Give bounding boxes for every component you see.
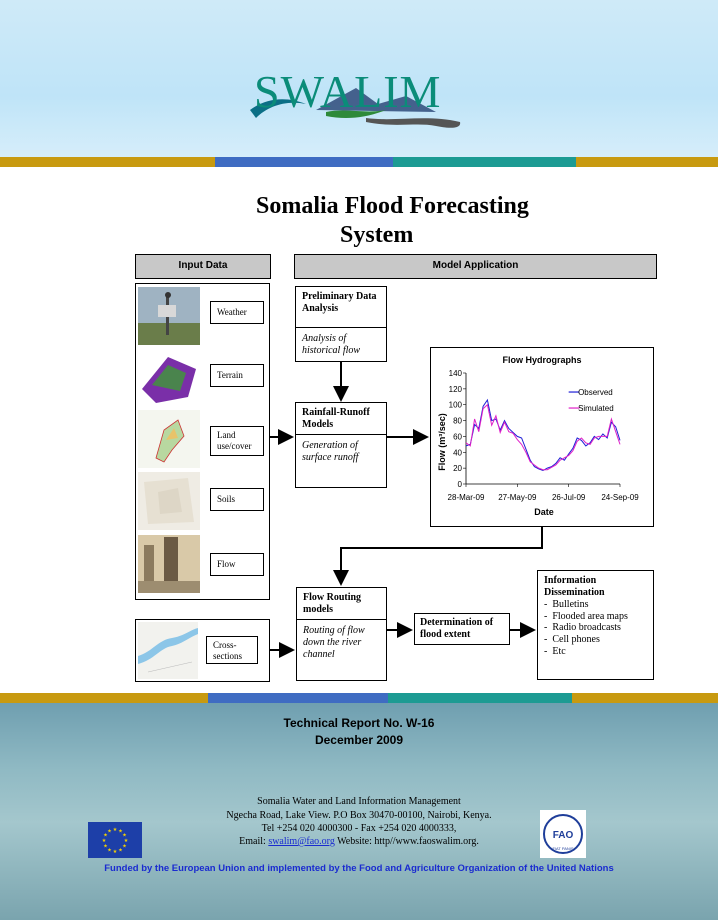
chart-x-tick-label: 27-May-09 xyxy=(498,493,537,502)
address-contact: Email: swalim@fao.org Website: http//www.faoswalim.org. xyxy=(239,836,479,847)
chart-x-label: Date xyxy=(534,507,554,517)
dissemination-item: - Cell phones xyxy=(544,634,600,646)
chart-y-tick-label: 60 xyxy=(453,432,462,442)
eu-star: ★ xyxy=(118,848,123,854)
chart-y-label: Flow (m³/sec) xyxy=(437,413,447,471)
chart-series-simulated xyxy=(466,405,620,470)
fao-logo-icon xyxy=(540,810,586,858)
logo-text: SWALIM xyxy=(254,66,442,117)
chart-y-tick-label: 80 xyxy=(453,416,462,426)
eu-star: ★ xyxy=(107,848,112,854)
dissemination-list xyxy=(544,599,628,658)
eu-star: ★ xyxy=(101,839,107,844)
preliminary-analysis-desc: Analysis of historical flow xyxy=(302,333,361,356)
chart-title: Flow Hydrographs xyxy=(502,355,582,365)
chart-y-tick-label: 20 xyxy=(453,464,462,474)
eu-star: ★ xyxy=(122,844,127,850)
flow-hydrograph-chart xyxy=(430,347,654,527)
report-number: Technical Report No. W-16 xyxy=(283,716,435,730)
title-line-2: System xyxy=(340,222,414,248)
chart-y-tick-label: 100 xyxy=(448,400,462,410)
input-weather-label: Weather xyxy=(210,301,264,324)
flow-routing-desc: Routing of flow down the river channel xyxy=(303,625,365,660)
weather-station-photo-icon xyxy=(138,287,200,345)
chart-y-tick-label: 0 xyxy=(457,480,462,489)
flood-extent-title: Determination of flood extent xyxy=(420,617,494,640)
address-org: Somalia Water and Land Information Management xyxy=(257,796,461,807)
input-landuse-label: Land use/cover xyxy=(210,426,264,456)
chart-y-tick-label: 40 xyxy=(453,448,462,458)
dissemination-item: - Flooded area maps xyxy=(544,610,628,622)
dissemination-item: - Bulletins xyxy=(544,599,589,610)
eu-star: ★ xyxy=(107,829,112,835)
divider xyxy=(296,619,387,620)
dissemination-item: - Etc xyxy=(544,645,566,657)
cross-sections-label: Cross-sections xyxy=(206,636,258,664)
dissemination-item: - Radio broadcasts xyxy=(544,622,621,634)
input-soils-label: Soils xyxy=(210,488,264,511)
chart-y-tick-label: 120 xyxy=(448,384,462,394)
terrain-map-icon xyxy=(138,349,200,407)
eu-star: ★ xyxy=(103,844,108,850)
information-dissemination-title: Information Dissemination xyxy=(544,575,605,598)
email-link[interactable]: swalim@fao.org xyxy=(268,836,335,847)
color-band-top xyxy=(0,157,718,167)
chart-x-tick-label: 26-Jul-09 xyxy=(551,493,586,502)
rainfall-runoff-desc: Generation of surface runoff xyxy=(302,440,359,463)
flow-gauge-photo-icon xyxy=(138,535,200,593)
chart-x-tick-label: 28-Mar-09 xyxy=(447,493,485,502)
eu-star: ★ xyxy=(112,850,118,855)
soils-map-icon xyxy=(138,472,200,530)
preliminary-analysis-title: Preliminary Data Analysis xyxy=(302,291,377,314)
address-phone: Tel +254 020 4000300 - Fax +254 020 4000333, xyxy=(261,823,457,834)
legend-label: Observed xyxy=(578,388,613,398)
divider xyxy=(295,434,387,435)
eu-star: ★ xyxy=(118,829,123,835)
fao-logo-text: FAO xyxy=(552,830,574,841)
fao-motto: FIAT PANIS xyxy=(552,846,574,851)
eu-flag-icon xyxy=(88,822,142,858)
color-band-bottom xyxy=(0,693,718,703)
arrow-chart-to-routing xyxy=(341,527,542,584)
title-line-1: Somalia Flood Forecasting xyxy=(256,193,529,219)
report-date: December 2009 xyxy=(314,733,404,747)
cross-section-map-icon xyxy=(138,622,198,679)
chart-x-tick-label: 24-Sep-09 xyxy=(601,493,639,502)
address-street: Ngecha Road, Lake View. P.O Box 30470-00100, Nairobi, Kenya. xyxy=(226,810,492,821)
funding-statement: Funded by the European Union and implemented by the Food and Agriculture Organization of the United Nations xyxy=(104,863,614,874)
landuse-map-icon xyxy=(138,410,200,468)
input-flow-label: Flow xyxy=(210,553,264,576)
rainfall-runoff-title: Rainfall-Runoff Models xyxy=(302,407,370,430)
chart-y-tick-label: 140 xyxy=(448,369,462,378)
flow-routing-title: Flow Routing models xyxy=(303,592,362,615)
divider xyxy=(295,327,387,328)
eu-star: ★ xyxy=(122,833,127,839)
eu-star: ★ xyxy=(112,828,118,833)
model-application-header: Model Application xyxy=(294,254,657,279)
input-terrain-label: Terrain xyxy=(210,364,264,387)
legend-label: Simulated xyxy=(578,404,614,414)
input-data-header: Input Data xyxy=(135,254,271,279)
eu-star: ★ xyxy=(103,833,108,839)
eu-star: ★ xyxy=(123,839,129,844)
